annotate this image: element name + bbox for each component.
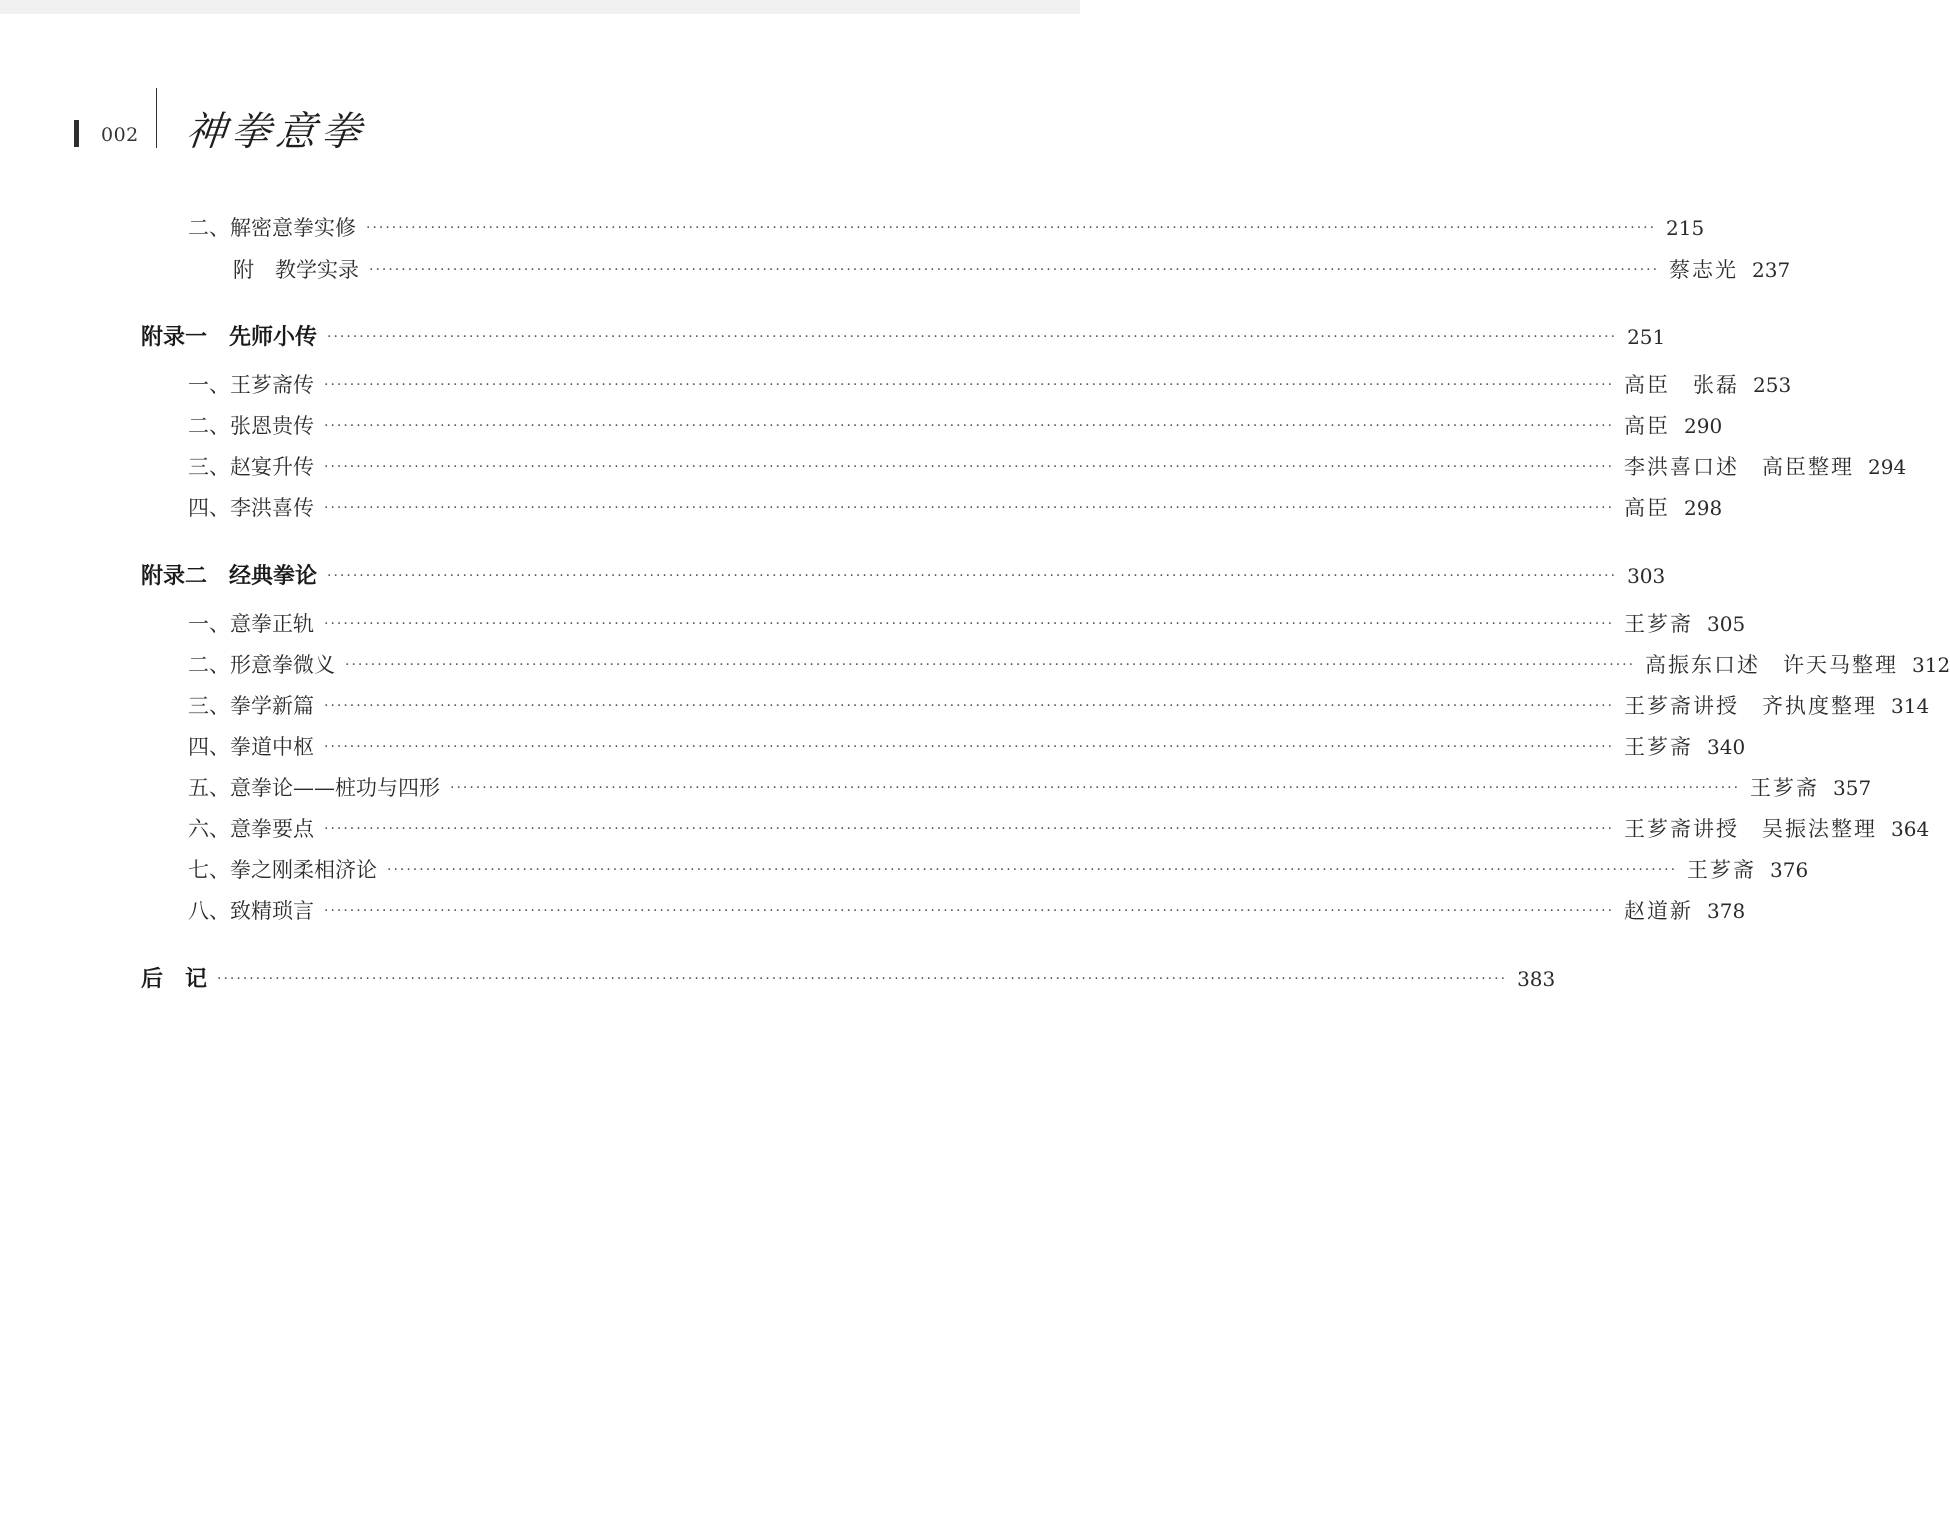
- toc-leader-dots: ········································································································································································································: [450, 780, 1741, 796]
- toc-entry[interactable]: [0, 254, 1791, 286]
- toc-entry-page: 378: [1707, 899, 1746, 923]
- toc-entry-page: 298: [1684, 496, 1723, 520]
- toc-entry-author: 王芗斋讲授 齐执度整理: [1624, 694, 1878, 718]
- header-book-title: 神拳意拳: [183, 109, 369, 155]
- toc-leader-dots: ········································································································································································································: [387, 862, 1678, 878]
- toc-entry-page: 364: [1891, 817, 1930, 841]
- toc-leader-dots: ········································································································································································································: [366, 220, 1657, 236]
- toc-entry-major[interactable]: [0, 321, 1666, 353]
- toc-entry[interactable]: [0, 212, 1705, 244]
- toc-entry-author: 王芗斋: [1624, 612, 1694, 636]
- toc-entry[interactable]: [0, 690, 1930, 722]
- toc-entry-title: 二、解密意拳实修: [188, 216, 356, 240]
- toc-entry-title: 二、张恩贵传: [188, 414, 314, 438]
- toc-entry-title: 三、赵宴升传: [188, 455, 314, 479]
- toc-entry-author: 高臣: [1624, 414, 1671, 438]
- toc-leader-dots: ········································································································································································································: [324, 616, 1615, 632]
- toc-leader-dots: ········································································································································································································: [217, 971, 1508, 987]
- toc-leader-dots: ········································································································································································································: [324, 418, 1615, 434]
- toc-entry-author: 高振东口述 许天马整理: [1645, 653, 1899, 677]
- toc-entry-title: 二、形意拳微义: [188, 653, 335, 677]
- toc-entry[interactable]: [0, 410, 1723, 442]
- toc-entry[interactable]: [0, 895, 1746, 927]
- toc-entry-page: 357: [1833, 776, 1872, 800]
- toc-entry-page: 312: [1912, 653, 1950, 677]
- toc-entry-author: 王芗斋讲授 吴振法整理: [1624, 817, 1878, 841]
- toc-entry-title: 五、意拳论——桩功与四形: [188, 776, 440, 800]
- toc-leader-dots: ········································································································································································································: [324, 739, 1615, 755]
- toc-entry-author: 高臣 张磊: [1624, 373, 1740, 397]
- toc-leader-dots: ········································································································································································································: [369, 262, 1660, 278]
- toc-entry-page: 340: [1707, 735, 1746, 759]
- toc-entry-page: 294: [1868, 455, 1907, 479]
- toc-entry-major[interactable]: [0, 560, 1666, 592]
- toc-entry-page: 383: [1517, 967, 1556, 991]
- toc-entry-page: 215: [1666, 216, 1705, 240]
- toc-entry-title: 四、拳道中枢: [188, 735, 314, 759]
- toc-leader-dots: ········································································································································································································: [324, 500, 1615, 516]
- toc-entry-title: 四、李洪喜传: [188, 496, 314, 520]
- toc-leader-dots: ········································································································································································································: [324, 903, 1615, 919]
- toc-entry-title: 附 教学实录: [233, 258, 359, 282]
- toc-entry-title: 三、拳学新篇: [188, 694, 314, 718]
- toc-entry[interactable]: [0, 369, 1792, 401]
- toc-leader-dots: ········································································································································································································: [324, 377, 1615, 393]
- toc-entry-title: 六、意拳要点: [188, 817, 314, 841]
- toc-entry-title: 一、王芗斋传: [188, 373, 314, 397]
- toc-entry-title: 七、拳之刚柔相济论: [188, 858, 377, 882]
- toc-leader-dots: ········································································································································································································: [327, 329, 1618, 345]
- toc-entry[interactable]: [0, 813, 1930, 845]
- toc-entry[interactable]: [0, 492, 1723, 524]
- toc-entry-title: 附录一 先师小传: [141, 324, 318, 350]
- toc-entry-author: 高臣: [1624, 496, 1671, 520]
- toc-entry-page: 314: [1891, 694, 1930, 718]
- toc-entry-major[interactable]: [0, 963, 1556, 995]
- toc-entry-title: 附录二 经典拳论: [141, 563, 318, 589]
- toc-entry-author: 李洪喜口述 高臣整理: [1624, 455, 1855, 479]
- toc-entry[interactable]: [0, 608, 1746, 640]
- toc-entry-page: 305: [1707, 612, 1746, 636]
- toc-entry[interactable]: [0, 451, 1907, 483]
- toc-entry-title: 后 记: [141, 966, 208, 992]
- toc-entry[interactable]: [0, 731, 1746, 763]
- toc-entry-title: 一、意拳正轨: [188, 612, 314, 636]
- toc-leader-dots: ········································································································································································································: [324, 698, 1615, 714]
- toc-leader-dots: ········································································································································································································: [327, 568, 1618, 584]
- toc-entry-title: 八、致精琐言: [188, 899, 314, 923]
- toc-entry-author: 赵道新: [1624, 899, 1694, 923]
- toc-entry[interactable]: [0, 772, 1872, 804]
- toc-leader-dots: ········································································································································································································: [324, 459, 1615, 475]
- toc-entry-page: 290: [1684, 414, 1723, 438]
- toc-entry[interactable]: [0, 649, 1950, 681]
- toc-entry-page: 303: [1627, 564, 1666, 588]
- toc-entry-page: 251: [1627, 325, 1666, 349]
- toc-entry-page: 253: [1753, 373, 1792, 397]
- toc-entry-page: 376: [1770, 858, 1809, 882]
- toc-entry-author: 王芗斋: [1687, 858, 1757, 882]
- toc-entry-author: 王芗斋: [1624, 735, 1694, 759]
- toc-entry[interactable]: [0, 854, 1809, 886]
- toc-entry-page: 237: [1752, 258, 1791, 282]
- header-page-number: 002: [101, 124, 139, 146]
- toc-entry-author: 蔡志光: [1669, 258, 1739, 282]
- toc-entry-author: 王芗斋: [1750, 776, 1820, 800]
- toc-leader-dots: ········································································································································································································: [345, 657, 1636, 673]
- toc-leader-dots: ········································································································································································································: [324, 821, 1615, 837]
